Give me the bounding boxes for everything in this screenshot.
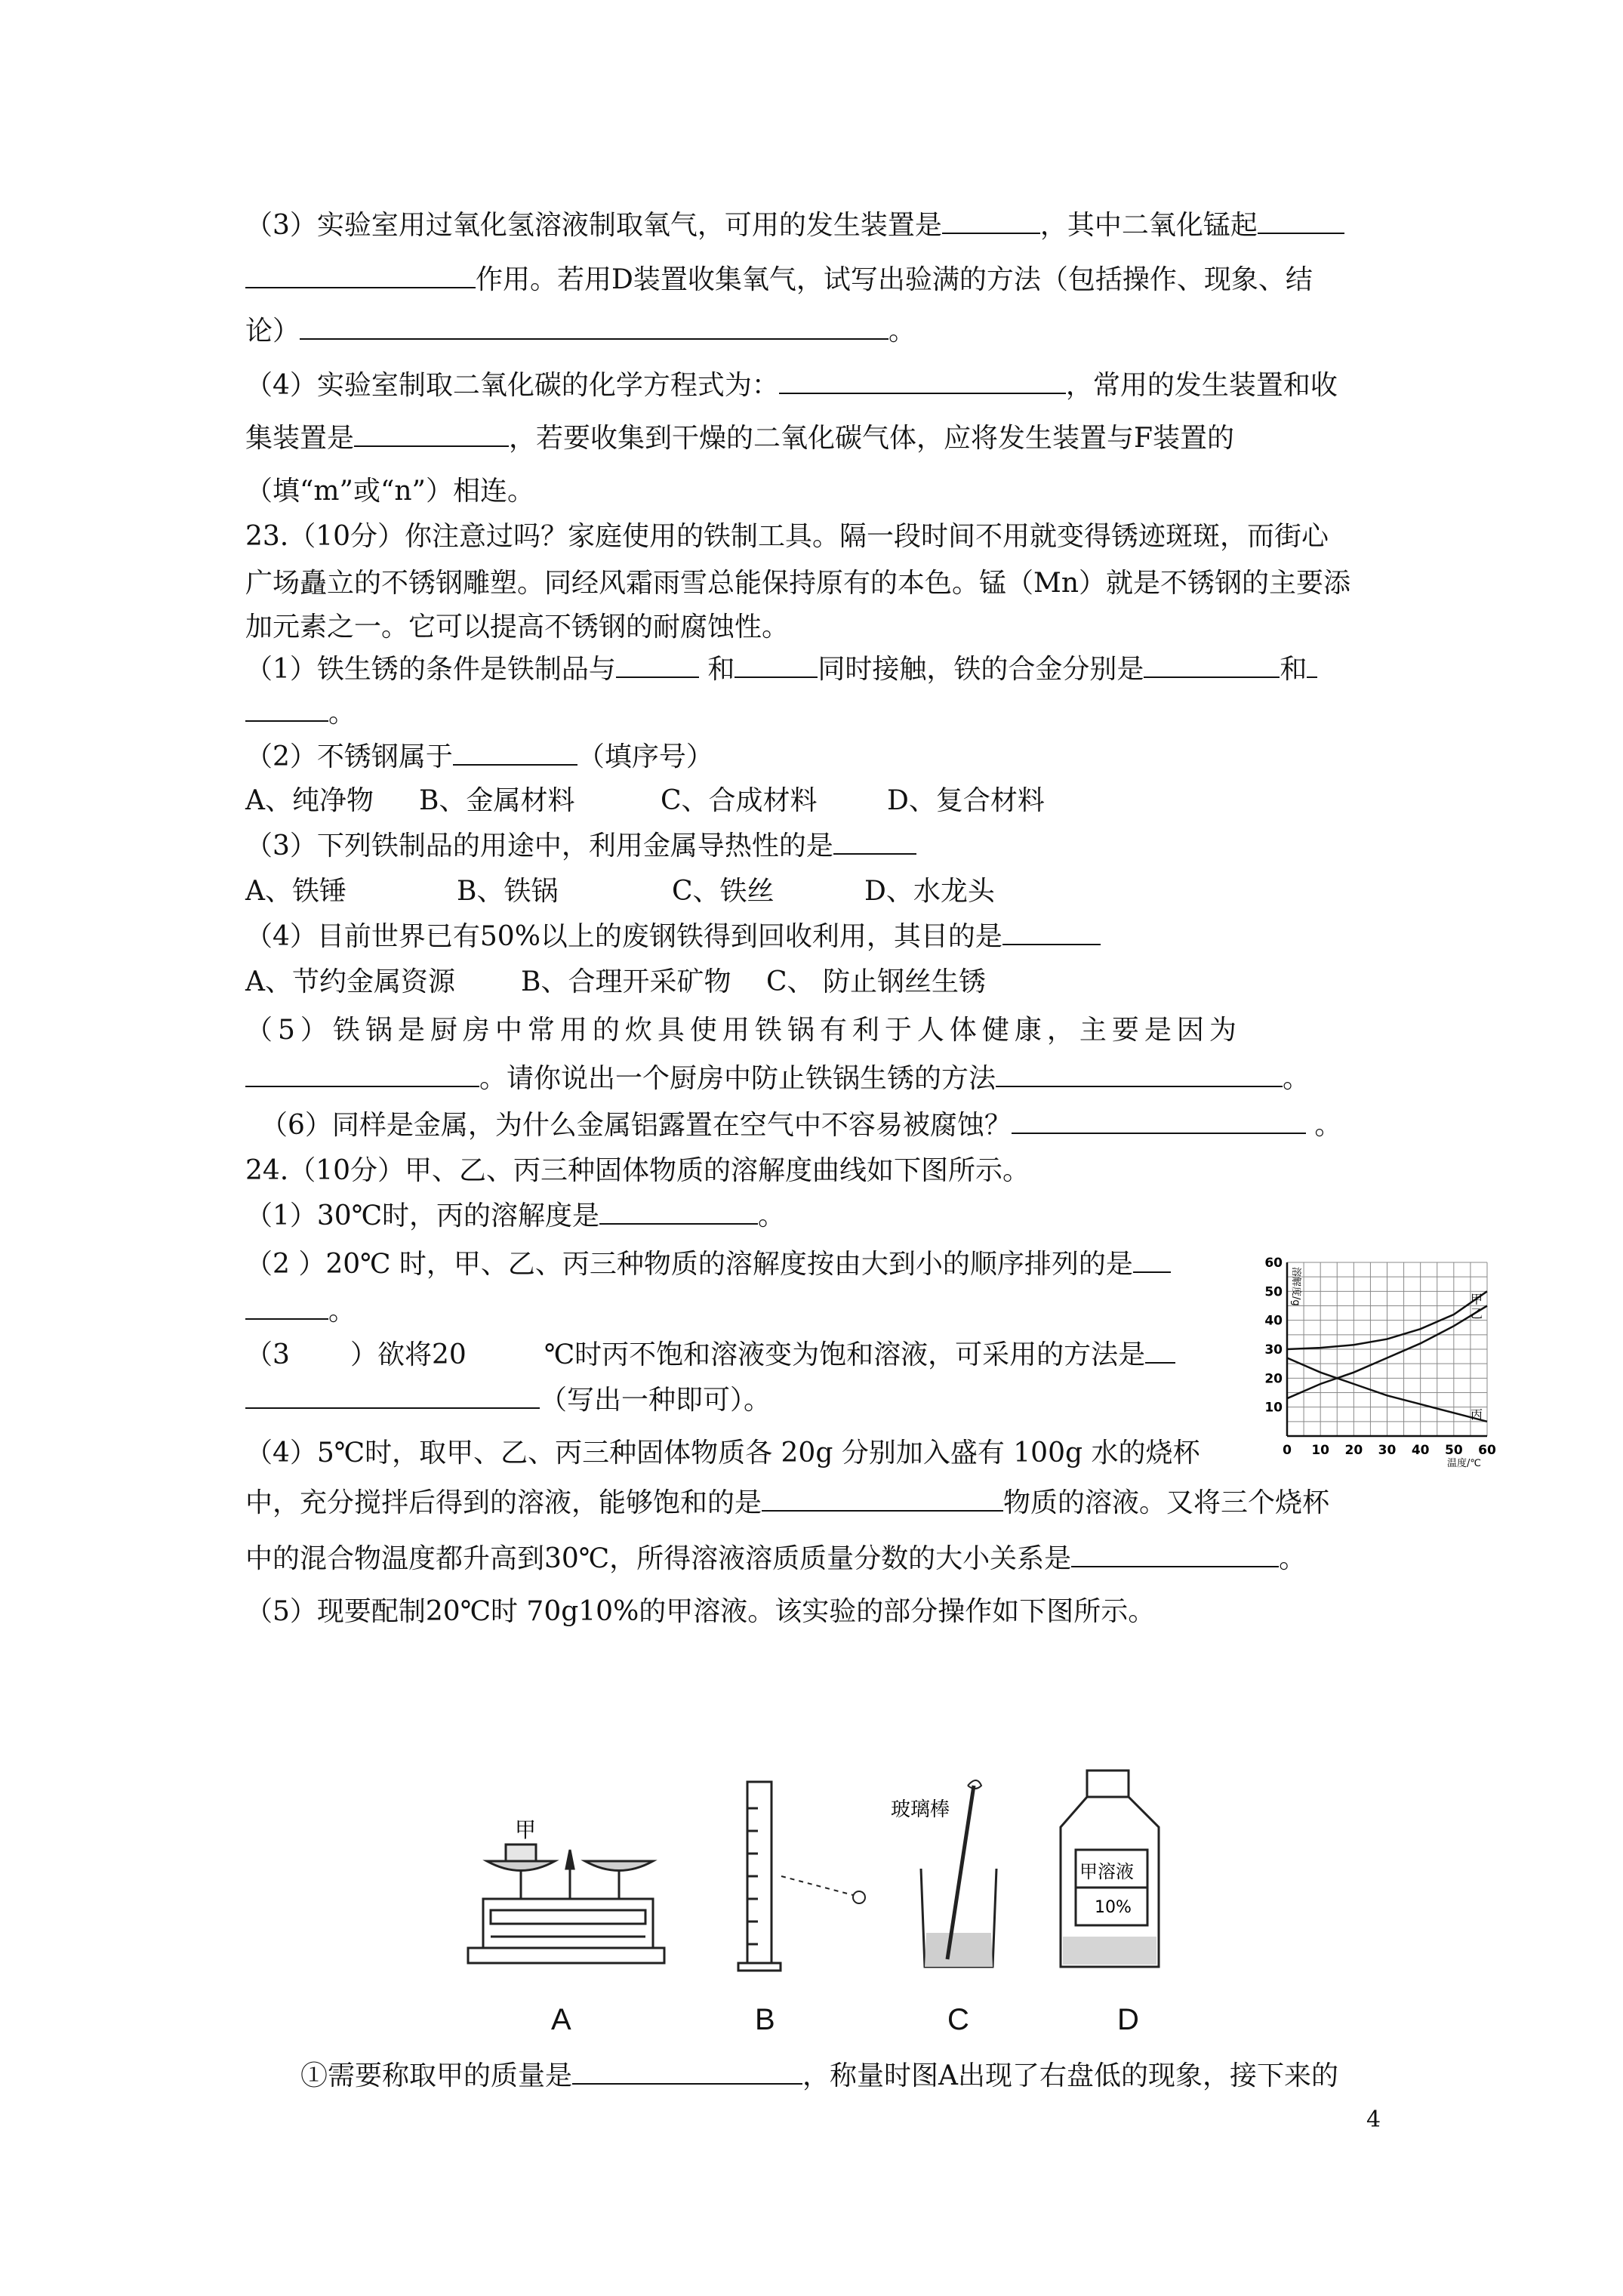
blank[interactable]: [1145, 1336, 1175, 1364]
q23-5-line1: （5）铁锅是厨房中常用的炊具使用铁锅有利于人体健康，主要是因为: [245, 1015, 1242, 1046]
x-axis-label: 温度/℃: [1447, 1458, 1481, 1469]
blank[interactable]: [245, 1382, 540, 1409]
blank[interactable]: [599, 1197, 758, 1225]
option-d[interactable]: D、复合材料: [887, 785, 1045, 816]
blank[interactable]: [942, 207, 1040, 234]
q24-1: （1）30℃时，丙的溶解度是 。: [245, 1197, 1393, 1235]
balance-tag: 甲: [515, 1817, 537, 1842]
glass-rod-label: 玻璃棒: [891, 1798, 950, 1821]
balance-apparatus: [468, 1845, 664, 1963]
q24-3-line2: （写出一种即可）。: [245, 1382, 1393, 1419]
q23-3-options: [245, 873, 1393, 911]
q22-3-line2: 作用。若用D装置收集氧气，试写出验满的方法（包括操作、现象、结: [245, 261, 1393, 299]
q23-intro-2: 广场矗立的不锈钢雕塑。同经风霜雨雪总能保持原有的本色。锰（Mn）就是不锈钢的主要添: [245, 568, 1351, 599]
figure-label-d: D: [1117, 2003, 1139, 2036]
q23-2-options: [245, 782, 1393, 820]
q24-4-line1: （4）5℃时，取甲、乙、丙三种固体物质各 20g 分别加入盛有 100g 水的烧杯: [245, 1438, 1200, 1469]
x-tick-label: 60: [1478, 1443, 1496, 1458]
q22-4-line1: （4）实验室制取二氧化碳的化学方程式为： ，常用的发生装置和收: [245, 367, 1393, 405]
figure-label-b: B: [755, 2003, 775, 2036]
blank[interactable]: [735, 651, 818, 678]
option-b[interactable]: B、铁锅: [457, 876, 559, 907]
x-tick-label: 0: [1283, 1443, 1292, 1458]
x-tick-label: 20: [1344, 1443, 1363, 1458]
bottle-label: 甲溶液: [1079, 1861, 1134, 1882]
y-tick-label: 20: [1264, 1371, 1283, 1387]
blank[interactable]: [572, 2057, 802, 2085]
blank[interactable]: [1307, 651, 1317, 678]
figure-label-a: A: [551, 2003, 571, 2036]
q23-4: （4）目前世界已有50%以上的废钢铁得到回收利用，其目的是: [245, 918, 1393, 956]
solubility-chart: [1238, 1253, 1502, 1469]
x-tick-label: 10: [1311, 1443, 1330, 1458]
blank[interactable]: [245, 261, 476, 288]
y-tick-label: 10: [1264, 1400, 1283, 1416]
q24-4-line2: 中，充分搅拌后得到的溶液，能够饱和的是 物质的溶液。又将三个烧杯: [245, 1484, 1393, 1522]
q24-2-line1: （2 ）20℃ 时，甲、乙、丙三种物质的溶解度按由大到小的顺序排列的是: [245, 1246, 1393, 1284]
page-number: 4: [1366, 2106, 1381, 2133]
q22-3-line1: （3）实验室用过氧化氢溶液制取氧气，可用的发生装置是 ，其中二氧化锰起: [245, 207, 1393, 245]
q24-5: （5）现要配制20℃时 70g10%的甲溶液。该实验的部分操作如下图所示。: [245, 1596, 1156, 1627]
figure-label-c: C: [947, 2003, 969, 2036]
x-tick-label: 30: [1378, 1443, 1397, 1458]
blank[interactable]: [1258, 207, 1344, 234]
q23-3: （3）下列铁制品的用途中，利用金属导热性的是: [245, 827, 1393, 865]
y-tick-label: 40: [1264, 1313, 1283, 1329]
blank[interactable]: [1012, 1107, 1306, 1134]
graduated-cylinder: [738, 1782, 865, 1971]
q23-1-line2: 。: [245, 695, 1393, 732]
option-c[interactable]: C、合成材料: [661, 785, 818, 816]
y-tick-label: 50: [1264, 1284, 1283, 1300]
blank[interactable]: [833, 827, 916, 855]
y-axis-label: 溶解度/g: [1290, 1267, 1301, 1306]
option-b[interactable]: B、金属材料: [419, 785, 575, 816]
q23-intro-1: 23.（10分）你注意过吗？家庭使用的铁制工具。隔一段时间不用就变得锈迹斑斑，而街心: [245, 521, 1329, 552]
blank[interactable]: [1002, 918, 1101, 945]
option-c[interactable]: C、铁丝: [672, 876, 775, 907]
q23-4-options: [245, 963, 1393, 1001]
option-a[interactable]: A、纯净物: [245, 785, 374, 816]
blank[interactable]: [1133, 1246, 1171, 1273]
y-tick-label: 60: [1264, 1256, 1283, 1271]
q22-4-line2: 集装置是 ，若要收集到干燥的二氧化碳气体，应将发生装置与F装置的: [245, 420, 1393, 458]
experiment-figure: [445, 1755, 1238, 2005]
blank[interactable]: [762, 1484, 1003, 1512]
series-label: 甲: [1471, 1292, 1483, 1307]
q24-4-line3: 中的混合物温度都升高到30℃，所得溶液溶质质量分数的大小关系是 。: [245, 1540, 1393, 1578]
q23-1-line1: （1）铁生锈的条件是铁制品与 和 同时接触，铁的合金分别是 和: [245, 651, 1393, 689]
blank[interactable]: [1071, 1540, 1279, 1567]
q23-2: （2）不锈钢属于 （填序号）: [245, 738, 1393, 776]
blank[interactable]: [996, 1060, 1283, 1087]
q23-5-line2: 。请你说出一个厨房中防止铁锅生锈的方法 。: [245, 1060, 1393, 1098]
option-c[interactable]: C、 防止钢丝生锈: [766, 966, 986, 997]
q23-intro-3: 加元素之一。它可以提高不锈钢的耐腐蚀性。: [245, 612, 790, 643]
option-a[interactable]: A、节约金属资源: [245, 966, 455, 997]
q24-intro: 24.（10分）甲、乙、丙三种固体物质的溶解度曲线如下图所示。: [245, 1155, 1030, 1186]
q22-4-line3: （填“m”或“n”）相连。: [245, 476, 534, 507]
q22-3-line3: 论） 。: [245, 313, 1393, 350]
blank[interactable]: [779, 367, 1066, 394]
blank[interactable]: [453, 738, 577, 766]
blank[interactable]: [1144, 651, 1280, 678]
series-label: 乙: [1471, 1306, 1483, 1321]
option-d[interactable]: D、水龙头: [864, 876, 995, 907]
x-tick-label: 50: [1444, 1443, 1463, 1458]
option-a[interactable]: A、铁锤: [245, 876, 346, 907]
blank[interactable]: [245, 1293, 328, 1320]
q23-6: （6）同样是金属，为什么金属铝露置在空气中不容易被腐蚀？ 。: [260, 1107, 1408, 1145]
q24-3-line1: （3 ）欲将20 ℃时丙不饱和溶液变为饱和溶液，可采用的方法是: [245, 1336, 1393, 1374]
series-label: 丙: [1471, 1407, 1483, 1422]
q24-2-line2: 。: [245, 1293, 1393, 1330]
q24-5-item1: ①需要称取甲的质量是 ，称量时图A出现了右盘低的现象，接下来的: [300, 2057, 1448, 2095]
bottle-percent: 10%: [1095, 1898, 1132, 1917]
blank[interactable]: [245, 695, 328, 722]
blank[interactable]: [354, 420, 509, 447]
blank[interactable]: [300, 313, 888, 340]
option-b[interactable]: B、合理开采矿物: [521, 966, 731, 997]
x-tick-label: 40: [1411, 1443, 1430, 1458]
y-tick-label: 30: [1264, 1342, 1283, 1358]
blank[interactable]: [616, 651, 699, 678]
blank[interactable]: [245, 1060, 479, 1087]
